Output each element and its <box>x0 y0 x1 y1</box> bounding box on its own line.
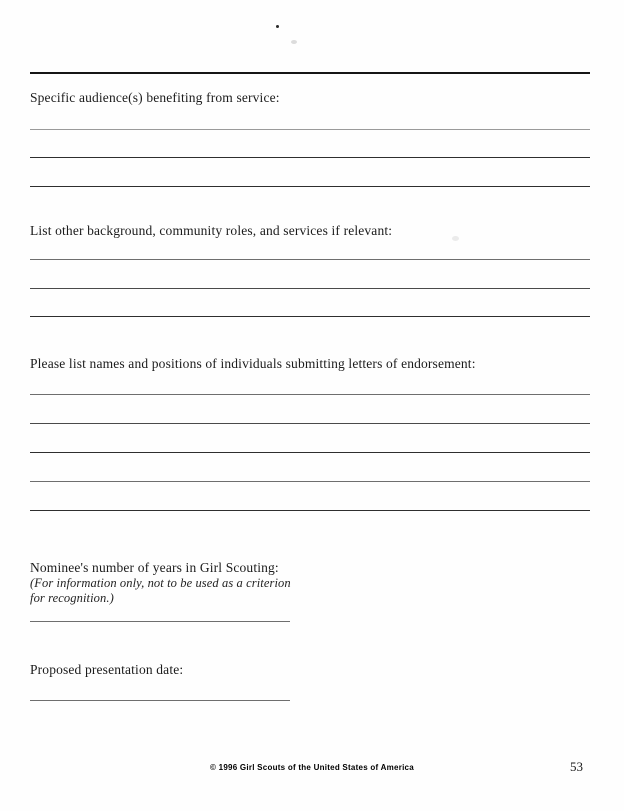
specific-audience-label: Specific audience(s) benefiting from service: <box>30 90 280 105</box>
scan-speck <box>452 236 459 241</box>
write-line <box>30 510 590 511</box>
write-line <box>30 157 590 158</box>
write-line-short <box>30 621 290 622</box>
write-line <box>30 288 590 289</box>
presentation-date-label: Proposed presentation date: <box>30 662 184 677</box>
other-background-label: List other background, community roles, and services if relevant: <box>30 223 393 238</box>
page-number: 53 <box>570 759 583 774</box>
write-line <box>30 481 590 482</box>
write-line <box>30 259 590 260</box>
scan-speck <box>291 40 297 44</box>
write-line <box>30 423 590 424</box>
write-line <box>30 129 590 130</box>
write-line <box>30 452 590 453</box>
years-note-line1: (For information only, not to be used as a criterion <box>30 576 291 590</box>
write-line <box>30 186 590 187</box>
copyright-text: © 1996 Girl Scouts of the United States of America <box>210 763 414 772</box>
write-line-short <box>30 700 290 701</box>
years-note-line2: for recognition.) <box>30 591 114 605</box>
top-rule <box>30 72 590 74</box>
years-in-scouting-label: Nominee's number of years in Girl Scouting: <box>30 560 279 575</box>
write-line <box>30 316 590 317</box>
scan-speck <box>276 25 279 28</box>
endorsement-letters-label: Please list names and positions of individuals submitting letters of endorsement: <box>30 356 476 371</box>
write-line <box>30 394 590 395</box>
